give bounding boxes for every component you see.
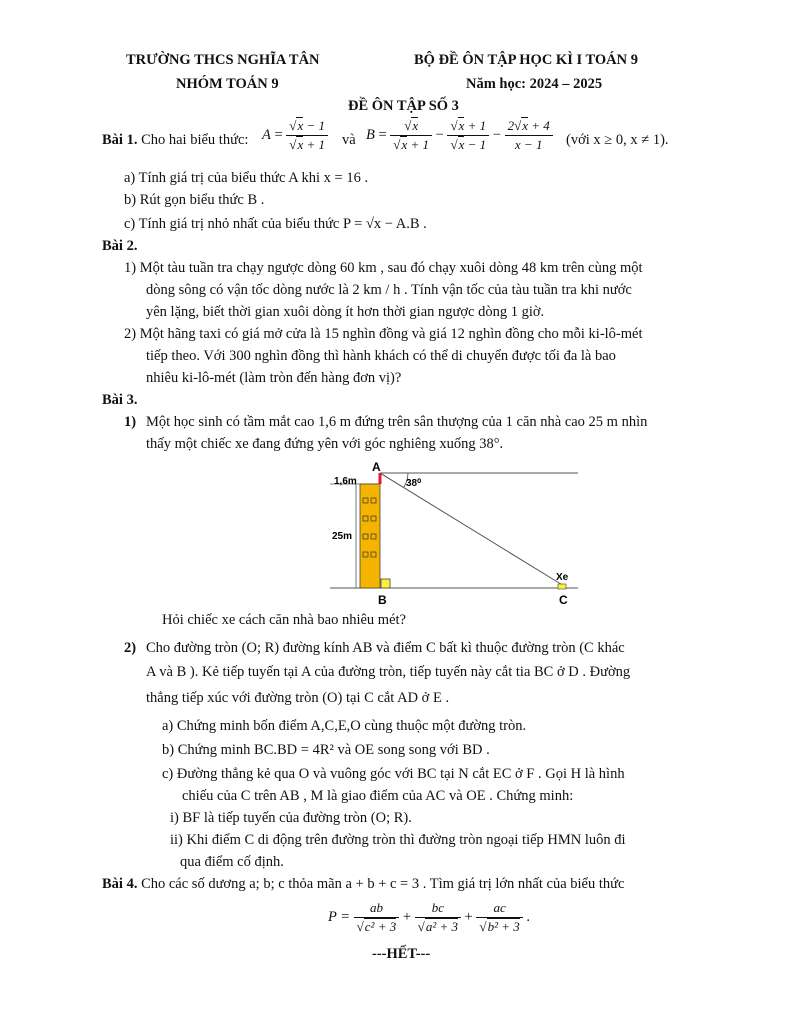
bai3-question: Hỏi chiếc xe cách căn nhà bao nhiêu mét? [162, 612, 406, 628]
page-title: ĐỀ ÔN TẬP SỐ 3 [348, 98, 459, 114]
label-angle: 38⁰ [406, 478, 422, 489]
frac1-num: ab [354, 900, 400, 918]
bai1-part-a: a) Tính giá trị của biểu thức A khi x = 16 . [124, 170, 369, 186]
frac3-den: b² + 3 [487, 919, 520, 934]
group-name: NHÓM TOÁN 9 [176, 76, 279, 92]
footer-end: ---HẾT--- [372, 946, 431, 962]
frac3-num: ac [476, 900, 522, 918]
bai1-label: Bài 1. [102, 132, 138, 148]
label-a: A [372, 460, 381, 474]
bai2-p1-line3: yên lặng, biết thời gian xuôi dòng ít hơn thời gian ngược dòng 1 giờ. [146, 304, 545, 320]
bai4-expression: P = $\frac{ab}{\text{√c² + 3}}$ + $\frac{bc}{\text{√a² + 3}}$ + $\frac{ac}{\text{√b² + 3}}$ . [328, 900, 530, 934]
bai3-p2-num: 2) [124, 640, 137, 656]
bai2-label: Bài 2. [102, 238, 138, 254]
frac1-den: c² + 3 [364, 919, 397, 934]
label-c: C [559, 593, 568, 607]
bai1-part-c: c) Tính giá trị nhỏ nhất của biểu thức P = √x − A.B . [124, 216, 427, 232]
frac2-den: a² + 3 [425, 919, 458, 934]
bai2-p2-line2: tiếp theo. Với 300 nghìn đồng thì hành khách có thể di chuyển được tối đa là bao [146, 348, 616, 364]
expr-b: B = $\frac{√x}{√x + 1}$ − $\frac{√x + 1}{√x - 1}$ − $\frac{2√x + 4}{x - 1}$ [366, 118, 553, 153]
bai3-part-c-line1: c) Đường thẳng kẻ qua O và vuông góc với BC tại N cắt EC ở F . Gọi H là hình [162, 766, 625, 782]
line-of-sight [380, 473, 564, 586]
label-b: B [378, 593, 387, 607]
label-car: Xe [556, 572, 569, 583]
bai4-label: Bài 4. [102, 876, 138, 892]
school-year: Năm học: 2024 – 2025 [466, 76, 603, 92]
bai4-line [102, 876, 624, 893]
bai3-part-c-ii-line1: ii) Khi điểm C di động trên đường tròn thì đường tròn ngoại tiếp HMN luôn đi [170, 832, 626, 848]
frac2-num: bc [415, 900, 461, 918]
label-height: 25m [332, 531, 353, 542]
bai1-intro-line [102, 132, 248, 149]
bai3-part-b: b) Chứng minh BC.BD = 4R² và OE song song với BD . [162, 742, 490, 758]
right-angle-marker [381, 579, 390, 588]
exam-set-title: BỘ ĐỀ ÔN TẬP HỌC KÌ I TOÁN 9 [414, 52, 638, 68]
bai1-condition: (với x ≥ 0, x ≠ 1). [566, 132, 669, 148]
bai3-p2-line1: Cho đường tròn (O; R) đường kính AB và điểm C bất kì thuộc đường tròn (C khác [146, 640, 625, 656]
car-marker [558, 584, 566, 589]
bai4-text: Cho các số dương a; b; c thỏa mãn a + b + c = 3 . Tìm giá trị lớn nhất của biểu thức [141, 876, 625, 892]
school-name: TRƯỜNG THCS NGHĨA TÂN [126, 52, 320, 68]
bai3-label: Bài 3. [102, 392, 138, 408]
bai3-part-c-ii-line2: qua điểm cố định. [180, 854, 284, 870]
bai1-intro: Cho hai biểu thức: [141, 132, 249, 148]
building-figure [326, 460, 578, 608]
bai3-p1-line2: thấy một chiếc xe đang đứng yên với góc nghiêng xuống 38°. [146, 436, 504, 452]
bai3-part-c-i: i) BF là tiếp tuyến của đường tròn (O; R). [170, 810, 412, 826]
bai3-p1-num: 1) [124, 414, 137, 430]
bai3-part-c-line2: chiếu của C trên AB , M là giao điểm của AC và OE . Chứng minh: [182, 788, 574, 804]
bai3-p2-line2: A và B ). Kẻ tiếp tuyến tại A của đường tròn, tiếp tuyến này cắt tia BC ở D . Đường [146, 664, 631, 680]
label-eye-height: 1,6m [334, 476, 357, 487]
bai2-p1-line2: dòng sông có vận tốc dòng nước là 2 km / h . Tính vận tốc của tàu tuần tra khi nước [146, 282, 632, 298]
bai3-p1-line1: Một học sinh có tầm mắt cao 1,6 m đứng trên sân thượng của 1 căn nhà cao 25 m nhìn [146, 414, 648, 430]
bai3-part-a: a) Chứng minh bốn điểm A,C,E,O cùng thuộc một đường tròn. [162, 718, 527, 734]
bai2-p1-line1: 1) Một tàu tuần tra chạy ngược dòng 60 km , sau đó chạy xuôi dòng 48 km trên cùng một [124, 260, 643, 276]
bai4-lhs: P = [328, 908, 351, 925]
bai4-end: . [526, 908, 530, 925]
bai2-p2-line1: 2) Một hãng taxi có giá mở cửa là 15 nghìn đồng và giá 12 nghìn đồng cho mỗi ki-lô-mét [124, 326, 643, 342]
expr-a: A = $\frac{√x - 1}{√x + 1}$ [262, 118, 328, 153]
and-word: và [342, 132, 356, 148]
bai2-p2-line3: nhiêu ki-lô-mét (làm tròn đến hàng đơn vị)? [146, 370, 402, 386]
bai3-p2-line3: thẳng tiếp xúc với đường tròn (O) tại C cắt AD ở E . [146, 690, 450, 706]
bai1-part-b: b) Rút gọn biểu thức B . [124, 192, 265, 208]
